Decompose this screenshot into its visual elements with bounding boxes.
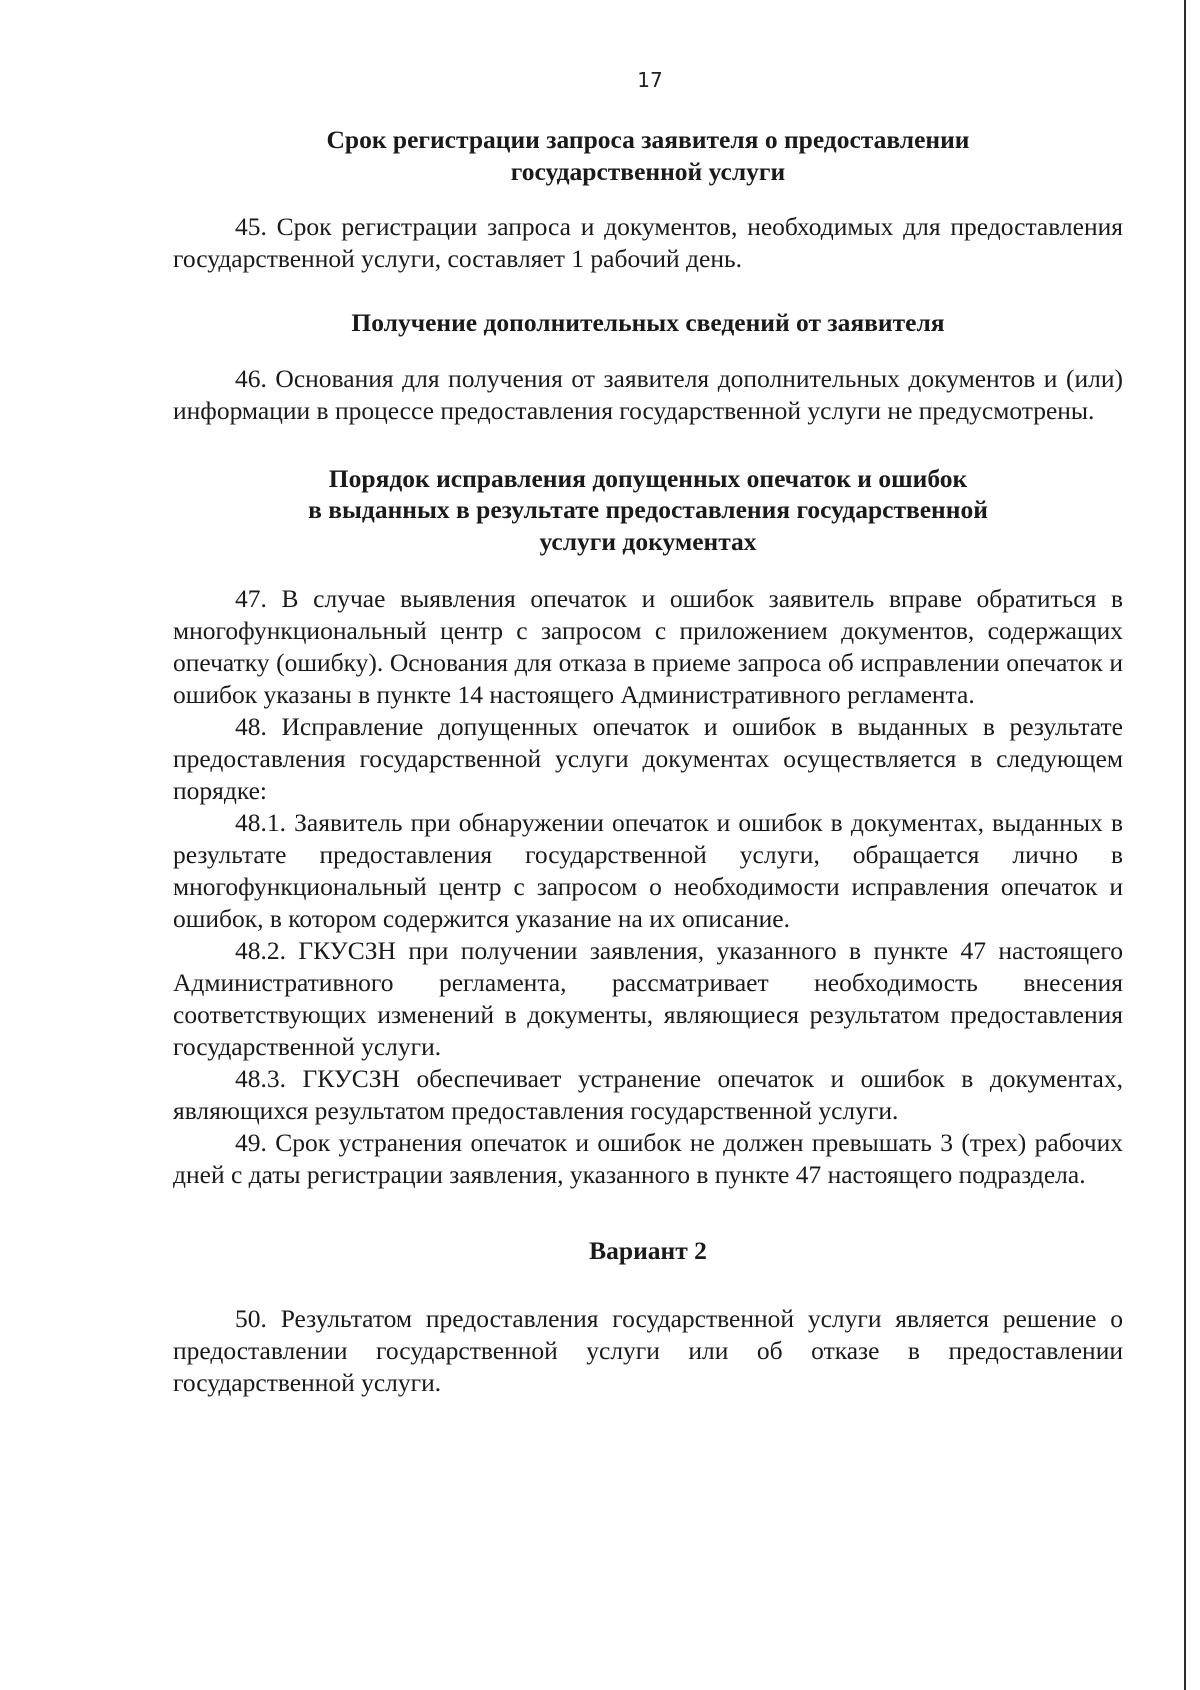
section-heading-corrections-line-2: в выданных в результате предоставления государственной	[308, 495, 988, 524]
paragraph-48-3: 48.3. ГКУСЗН обеспечивает устранение опечаток и ошибок в документах, являющихся результатом предоставления государственной услуги.	[173, 1064, 1123, 1125]
section-heading-registration-line-2: государственной услуги	[510, 156, 786, 186]
section-heading-variant-2: Вариант 2	[589, 1236, 707, 1265]
paragraph-47: 47. В случае выявления опечаток и ошибок заявитель вправе обратиться в многофункциональный центр с запросом с приложением документов, содержащих опечатку (ошибку). Основания для отказа в приеме запроса об исправлении опечаток и ошибок указаны в пункте 14 настоящего Административного регламента.	[173, 584, 1123, 709]
section-heading-corrections-line-3: услуги документах	[539, 526, 757, 556]
page-edge-line	[1184, 0, 1186, 1690]
paragraph-46: 46. Основания для получения от заявителя дополнительных документов и (или) информации в процессе предоставления государственной услуги не предусмотрены.	[173, 363, 1123, 425]
section-heading-registration-line-1: Срок регистрации запроса заявителя о предоставлении	[326, 125, 970, 154]
paragraph-48: 48. Исправление допущенных опечаток и ошибок в выданных в результате предоставления государственной услуги документах осуществляется в следующем порядке:	[173, 712, 1123, 805]
page-number: 17	[637, 68, 663, 92]
document-body	[173, 124, 1123, 1399]
paragraph-45: 45. Срок регистрации запроса и документов, необходимых для предоставления государственной услуги, составляет 1 рабочий день.	[173, 212, 1123, 273]
section-heading-corrections-line-1: Порядок исправления допущенных опечаток и ошибок	[328, 463, 968, 493]
section-heading-additional-info: Получение дополнительных сведений от заявителя	[351, 308, 945, 337]
paragraph-49: 49. Срок устранения опечаток и ошибок не должен превышать 3 (трех) рабочих дней с даты регистрации заявления, указанного в пункте 47 настоящего подраздела.	[173, 1128, 1123, 1189]
paragraph-50: 50. Результатом предоставления государственной услуги является решение о предоставлении государственной услуги или об отказе в предоставлении государственной услуги.	[173, 1303, 1123, 1397]
paragraph-48-1: 48.1. Заявитель при обнаружении опечаток и ошибок в документах, выданных в результате предоставления государственной услуги, обращается лично в многофункциональный центр с запросом о необходимости исправления опечаток и ошибок, в котором содержится указание на их описание.	[173, 808, 1123, 933]
paragraph-48-2: 48.2. ГКУСЗН при получении заявления, указанного в пункте 47 настоящего Административного регламента, рассматривает необходимость внесения соответствующих изменений в документы, являющиеся результатом предоставления государственной услуги.	[173, 936, 1123, 1061]
